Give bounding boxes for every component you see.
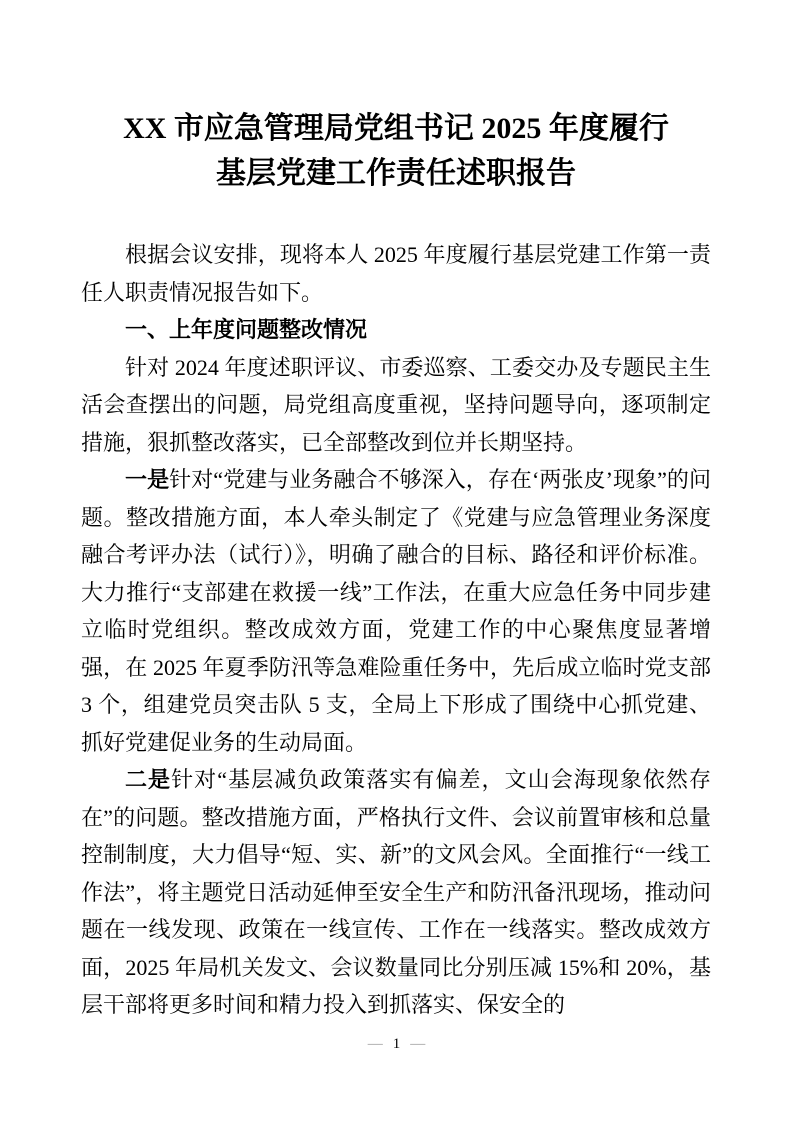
item2-body-text: 针对“基层减负政策落实有偏差，文山会海现象依然存在”的问题。整改措施方面，严格执行文件、会议前置审核和总量控制制度，大力倡导“短、实、新”的文风会风。全面推行“一线工作法”，将主题党日活动延伸至安全生产和防汛备汛现场，推动问题在一线发现、政策在一线宣传、工作在一线落实。整改成效方面，2025 年局机关发文、会议数量同比分别压减 15%和 20%，基层干部将更多时间和精力投入到抓落实、保安全的 (81, 767, 711, 1017)
rectification-overview-paragraph: 针对 2024 年度述职评议、市委巡察、工委交办及专题民主生活会查摆出的问题，局党组高度重视，坚持问题导向，逐项制定措施，狠抓整改落实，已全部整改到位并长期坚持。 (81, 354, 711, 455)
document-title-line-1: XX 市应急管理局党组书记 2025 年度履行 (123, 112, 669, 145)
item1-body-text: 针对“党建与业务融合不够深入，存在‘两张皮’现象”的问题。整改措施方面，本人牵头制定了《党建与应急管理业务深度融合考评办法（试行）》，明确了融合的目标、路径和评价标准。大力推行“支部建在救援一线”工作法，在重大应急任务中同步建立临时党组织。整改成效方面，党建工作的中心聚焦度显著增强，在 2025 年夏季防汛等急难险重任务中，先后成立临时党支部 3 个，组建党员突击队 5 支，全局上下形成了围绕中心抓党建、抓好党建促业务的生动局面。 (81, 467, 711, 755)
footer-left-dash: — (367, 1036, 383, 1052)
intro-paragraph: 根据会议安排，现将本人 2025 年度履行基层党建工作第一责任人职责情况报告如下。 (81, 242, 711, 305)
page-footer (0, 1034, 793, 1054)
item1-lead-label: 一是 (125, 467, 170, 492)
rectification-item1-paragraph (81, 461, 711, 761)
document-title-line-2: 基层党建工作责任述职报告 (216, 157, 576, 190)
footer-right-dash: — (410, 1036, 426, 1052)
document-title (81, 106, 711, 196)
page-number: 1 (392, 1036, 401, 1052)
section-heading-1: 一、上年度问题整改情况 (125, 317, 368, 342)
rectification-item2-paragraph (81, 761, 711, 1024)
item2-lead-label: 二是 (125, 767, 172, 792)
